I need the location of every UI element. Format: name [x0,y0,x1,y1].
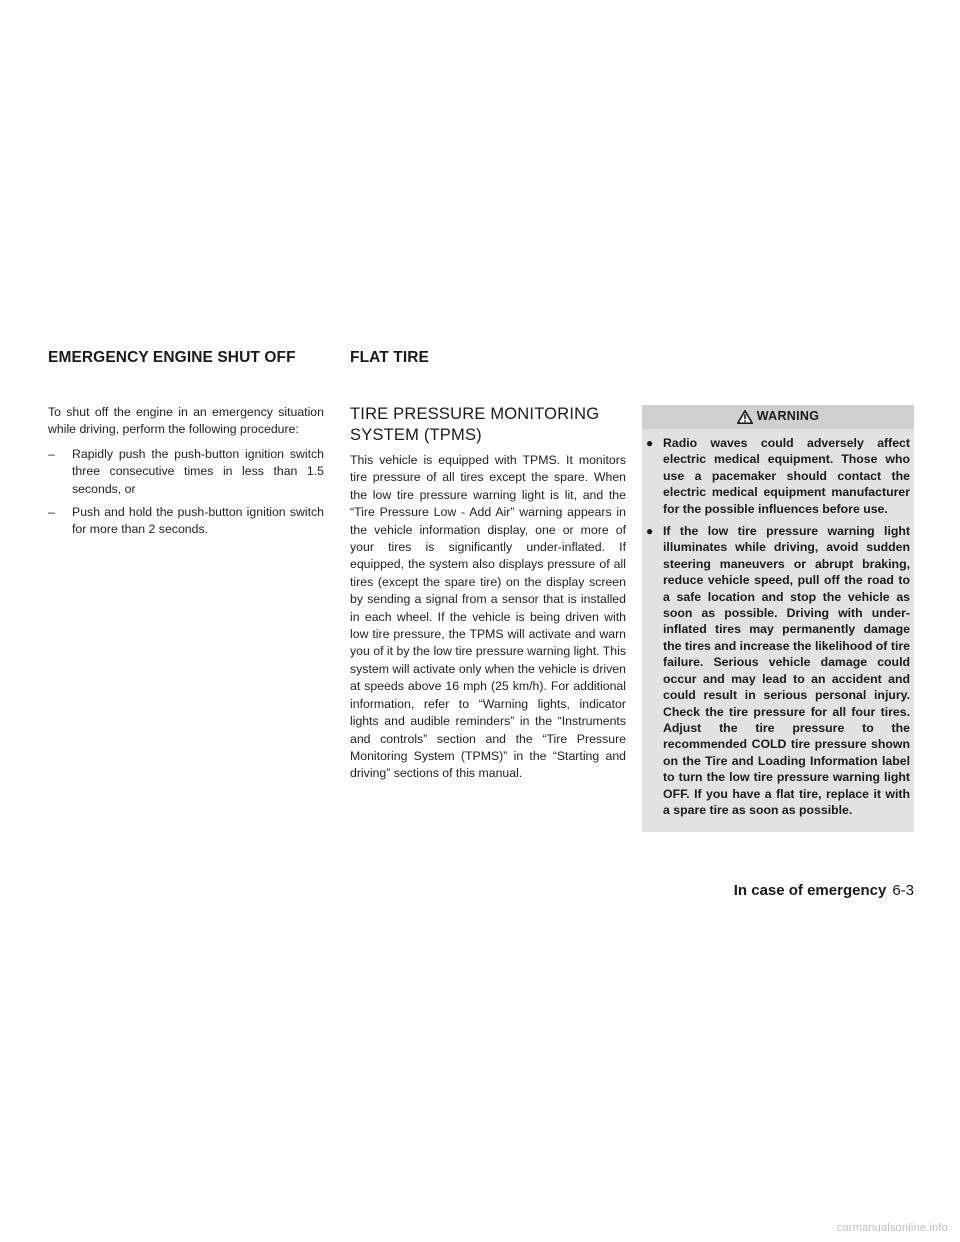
warning-triangle-icon [737,410,753,424]
list-item [48,504,324,539]
engine-shutoff-column [48,404,324,545]
bullet-icon: ● [646,524,654,539]
tpms-heading: TIRE PRESSURE MONITORING SYSTEM (TPMS) [350,405,600,444]
page-footer [734,882,914,899]
step-text: Push and hold the push-button ignition switch for more than 2 seconds. [72,505,324,537]
warning-title: WARNING [756,409,820,424]
section-heading-flat-tire: FLAT TIRE [350,349,429,366]
watermark: carmanualsonline.info [836,1222,948,1234]
section-heading-emergency-engine-shut-off: EMERGENCY ENGINE SHUT OFF [48,349,296,366]
warning-column [642,405,914,832]
list-item [48,446,324,498]
engine-shutoff-intro: To shut off the engine in an emergency situation while driving, perform the following procedure: [48,405,324,437]
warning-title-bar [642,405,914,429]
tpms-body: This vehicle is equipped with TPMS. It monitors tire pressure of all tires except the spare. When the low tire pressure warning light is lit, and the “Tire Pressure Low - Add Air” warning appears in the vehicle information display, one or more of your tires is significantly under-inflated. If equipped, the system also displays pressure of all tires (except the spare tire) on the display screen by sending a signal from a sensor that is installed in each wheel. If the vehicle is being driven with low tire pressure, the TPMS will activate and warn you of it by the low tire pressure warning light. This system will activate only when the vehicle is driven at speeds above 16 mph (25 km/h). For additional information, refer to “Warning lights, indicator lights and audible reminders” in the “Instruments and controls” section and the “Tire Pressure Monitoring System (TPMS)” in the “Starting and driving” sections of this manual. [350,453,626,781]
list-item [642,523,910,818]
warning-box [642,405,914,832]
list-item [642,435,910,517]
warning-item-text: Radio waves could adversely affect electric medical equipment. Those who use a pacemaker should contact the electric medical equipment manufacturer for the possible influences before use. [663,436,910,516]
warning-list [642,435,914,818]
dash-marker: – [48,446,55,461]
step-text: Rapidly push the push-button ignition switch three consecutive times in less than 1.5 seconds, or [72,446,324,496]
tpms-column [350,404,626,783]
dash-marker: – [48,505,55,520]
engine-shutoff-steps [48,446,324,539]
warning-item-text: If the low tire pressure warning light illuminates while driving, avoid sudden steering maneuvers or abrupt braking, reduce vehicle speed, pull off the road to a safe location and stop the vehicle as soon as possible. Driving with under-inflated tires may permanently damage the tires and increase the likelihood of tire failure. Serious vehicle damage could occur and may lead to an accident and could result in serious personal injury. Check the tire pressure for all four tires. Adjust the tire pressure to the recommended COLD tire pressure shown on the Tire and Loading Information label to turn the low tire pressure warning light OFF. If you have a flat tire, replace it with a spare tire as soon as possible. [663,524,910,817]
page-number: 6-3 [892,882,914,899]
bullet-icon: ● [646,436,654,450]
chapter-title: In case of emergency [733,882,887,899]
